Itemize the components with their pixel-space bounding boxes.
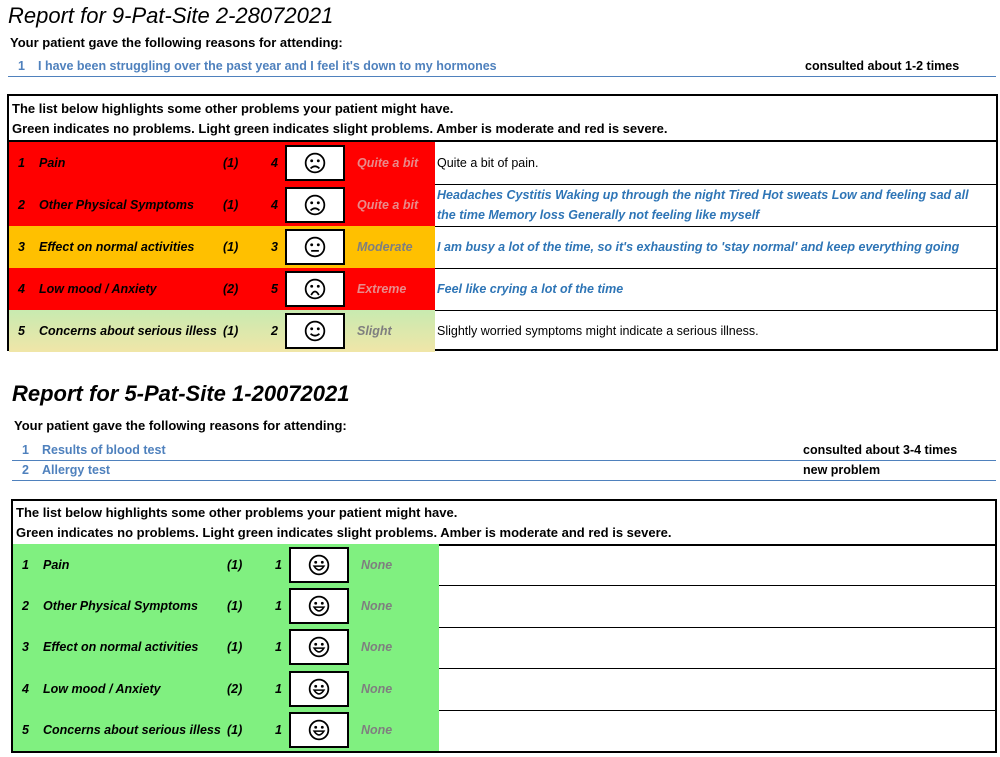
- problems-table: [7, 94, 998, 351]
- problem-number: 4: [22, 681, 29, 696]
- problem-name: Concerns about serious illess: [39, 324, 217, 338]
- happy-face-icon: [289, 671, 349, 707]
- problem-row: [9, 310, 996, 352]
- problem-score: 1: [275, 681, 282, 696]
- problem-row: [9, 268, 996, 311]
- problem-count: (1): [227, 599, 243, 614]
- problem-comment: Quite a bit of pain.: [437, 156, 539, 170]
- problem-score: 1: [275, 640, 282, 655]
- problem-number: 1: [22, 557, 29, 572]
- problem-number: 5: [22, 723, 29, 738]
- problems-legend: [9, 96, 996, 142]
- problem-name: Pain: [43, 557, 70, 572]
- problem-count: (1): [223, 240, 239, 254]
- legend-line-1: The list below highlights some other problems your patient might have.: [12, 101, 454, 116]
- problem-count: (1): [227, 640, 243, 655]
- legend-line-2: Green indicates no problems. Light green indicates slight problems. Amber is moderate and red is severe.: [12, 121, 668, 136]
- reasons-heading: Your patient gave the following reasons for attending:: [10, 35, 343, 50]
- reason-frequency: new problem: [803, 463, 881, 477]
- problem-name: Other Physical Symptoms: [43, 599, 198, 614]
- severity-level: Slight: [357, 324, 392, 338]
- problem-number: 5: [18, 324, 25, 338]
- problem-count: (2): [227, 681, 243, 696]
- problem-number: 4: [18, 282, 25, 296]
- problems-legend: [13, 501, 995, 546]
- problem-number: 1: [18, 156, 25, 170]
- smile-face-icon: [285, 313, 345, 349]
- reason-row: [8, 57, 996, 77]
- problem-row: [9, 226, 996, 269]
- problem-count: (1): [223, 324, 239, 338]
- problem-row: [9, 184, 996, 227]
- problem-score: 5: [271, 282, 278, 296]
- happy-face-icon: [289, 588, 349, 624]
- problem-row: [13, 668, 995, 710]
- reasons-heading: Your patient gave the following reasons for attending:: [14, 418, 347, 433]
- severity-level: None: [361, 640, 393, 655]
- problem-count: (1): [227, 723, 243, 738]
- reason-text: Allergy test: [42, 463, 111, 477]
- problem-row: [13, 585, 995, 627]
- problem-number: 2: [18, 198, 25, 212]
- happy-face-icon: [289, 629, 349, 665]
- severity-level: None: [361, 599, 393, 614]
- problem-row: [13, 544, 995, 586]
- problem-name: Effect on normal activities: [39, 240, 195, 254]
- problem-name: Other Physical Symptoms: [39, 198, 194, 212]
- severity-level: None: [361, 723, 393, 738]
- frown-face-icon: [285, 271, 345, 307]
- problem-count: (1): [223, 156, 239, 170]
- problem-score: 2: [271, 324, 278, 338]
- problem-name: Pain: [39, 156, 66, 170]
- reason-frequency: consulted about 3-4 times: [803, 443, 958, 457]
- problem-row: [13, 710, 995, 751]
- sad-face-icon: [285, 187, 345, 223]
- problem-comment: Headaches Cystitis Waking up through the night Tired Hot sweats Low and feeling sad all the time Memory loss Generally not feeling like myself: [437, 188, 969, 222]
- problem-count: (2): [223, 282, 239, 296]
- problem-score: 1: [275, 599, 282, 614]
- problem-comment: Feel like crying a lot of the time: [437, 282, 624, 296]
- problem-number: 3: [18, 240, 25, 254]
- happy-face-icon: [289, 712, 349, 748]
- problem-score: 3: [271, 240, 278, 254]
- problem-score: 4: [271, 198, 278, 212]
- reason-text: I have been struggling over the past year and I feel it's down to my hormones: [38, 59, 497, 73]
- problem-name: Low mood / Anxiety: [39, 282, 157, 296]
- problem-name: Concerns about serious illess: [43, 723, 221, 738]
- severity-level: Moderate: [357, 240, 413, 254]
- severity-level: None: [361, 557, 393, 572]
- problem-score: 1: [275, 557, 282, 572]
- problem-comment: Slightly worried symptoms might indicate a serious illness.: [437, 324, 759, 338]
- report-title: Report for 5-Pat-Site 1-20072021: [12, 381, 350, 406]
- problem-number: 3: [22, 640, 29, 655]
- severity-level: Quite a bit: [357, 156, 419, 170]
- legend-line-1: The list below highlights some other problems your patient might have.: [16, 505, 458, 520]
- severity-level: Quite a bit: [357, 198, 419, 212]
- problem-row: [13, 627, 995, 669]
- reason-frequency: consulted about 1-2 times: [805, 59, 960, 73]
- problem-name: Effect on normal activities: [43, 640, 199, 655]
- reason-number: 2: [22, 463, 29, 477]
- reason-number: 1: [22, 443, 29, 457]
- problem-count: (1): [223, 198, 239, 212]
- problem-count: (1): [227, 557, 243, 572]
- reason-number: 1: [18, 59, 25, 73]
- severity-level: Extreme: [357, 282, 407, 296]
- problem-score: 4: [271, 156, 278, 170]
- happy-face-icon: [289, 547, 349, 583]
- problems-table: [11, 499, 997, 753]
- problem-score: 1: [275, 723, 282, 738]
- legend-line-2: Green indicates no problems. Light green indicates slight problems. Amber is moderate and red is severe.: [16, 525, 672, 540]
- problem-number: 2: [22, 599, 29, 614]
- reason-row: [12, 461, 996, 481]
- problem-row: [9, 142, 996, 185]
- neutral-face-icon: [285, 229, 345, 265]
- reason-row: [12, 441, 996, 461]
- report-title: Report for 9-Pat-Site 2-28072021: [8, 3, 334, 28]
- problem-comment: I am busy a lot of the time, so it's exhausting to 'stay normal' and keep everything going: [437, 240, 960, 254]
- reason-text: Results of blood test: [42, 443, 166, 457]
- sad-face-icon: [285, 145, 345, 181]
- severity-level: None: [361, 681, 393, 696]
- problem-name: Low mood / Anxiety: [43, 681, 161, 696]
